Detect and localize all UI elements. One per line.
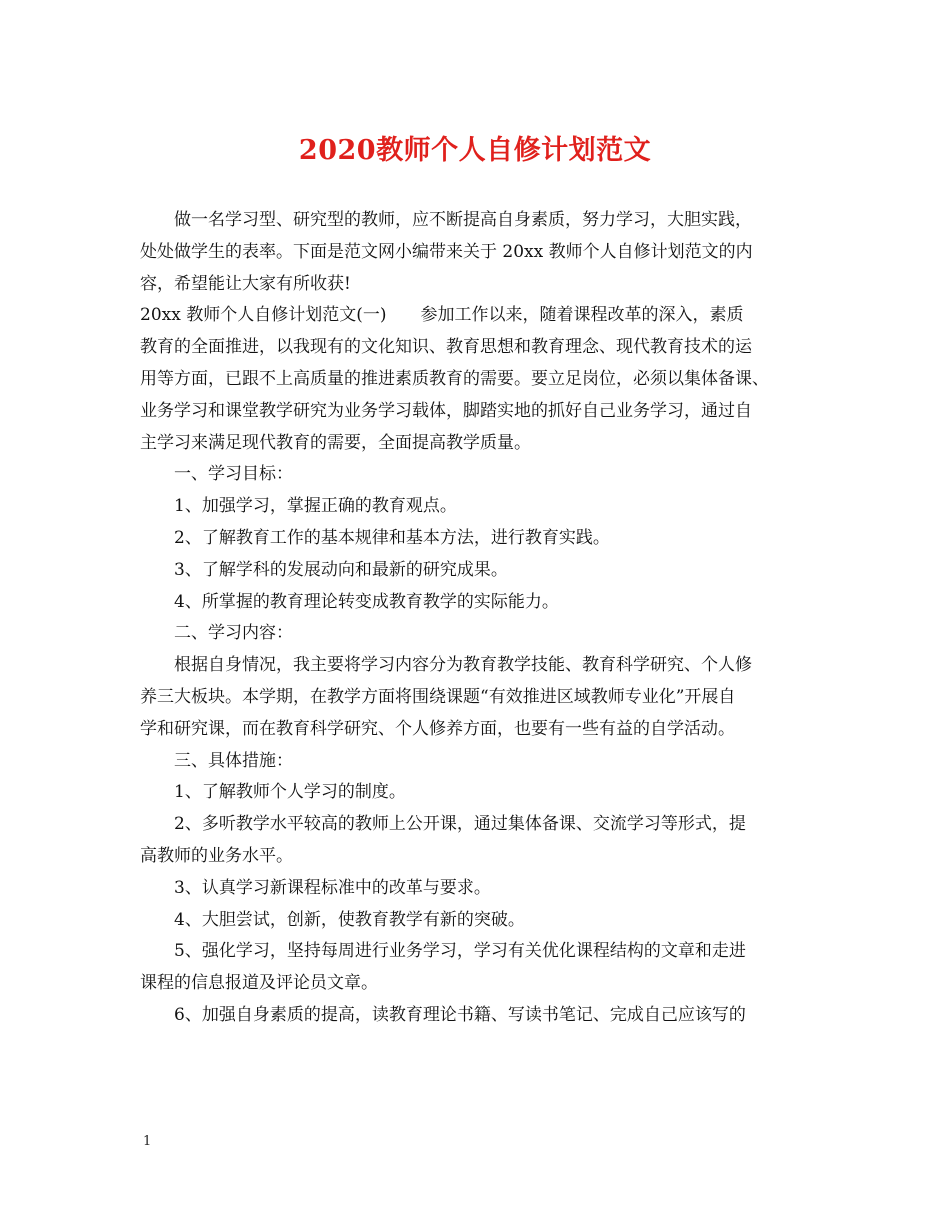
body-line: 课程的信息报道及评论员文章。: [140, 973, 378, 994]
body-line: 1、了解教师个人学习的制度。: [174, 782, 406, 803]
body-line: 做一名学习型、研究型的教师，应不断提高自身素质，努力学习，大胆实践，: [174, 210, 752, 230]
document-body: [140, 205, 820, 1032]
body-line: 处处做学生的表率。下面是范文网小编带来关于 20xx 教师个人自修计划范文的内: [140, 241, 753, 262]
body-line: 主学习来满足现代教育的需要，全面提高教学质量。: [140, 432, 531, 453]
body-line: 容，希望能让大家有所收获!: [140, 273, 351, 294]
body-line: 用等方面，已跟不上高质量的推进素质教育的需要。要立足岗位，必须以集体备课、: [140, 368, 769, 389]
body-line: 20xx 教师个人自修计划范文(一) 参加工作以来，随着课程改革的深入，素质: [140, 305, 744, 326]
body-line: 三、具体措施：: [174, 750, 293, 771]
body-line: 二、学习内容：: [174, 623, 293, 644]
body-line: 5、强化学习，坚持每周进行业务学习，学习有关优化课程结构的文章和走进: [174, 941, 746, 962]
body-line: 6、加强自身素质的提高，读教育理论书籍、写读书笔记、完成自己应该写的: [174, 1004, 746, 1025]
body-line: 高教师的业务水平。: [140, 845, 293, 866]
body-line: 根据自身情况，我主要将学习内容分为教育教学技能、教育科学研究、个人修: [174, 655, 752, 676]
body-line: 教育的全面推进，以我现有的文化知识、教育思想和教育理念、现代教育技术的运: [140, 337, 752, 358]
body-line: 2、了解教育工作的基本规律和基本方法，进行教育实践。: [174, 527, 610, 548]
body-line: 1、加强学习，掌握正确的教育观点。: [174, 496, 457, 517]
page-number: 1: [143, 1134, 152, 1149]
body-line: 一、学习目标：: [174, 464, 293, 485]
body-line: 4、所掌握的教育理论转变成教育教学的实际能力。: [174, 591, 559, 612]
body-line: 3、了解学科的发展动向和最新的研究成果。: [174, 559, 508, 580]
body-line: 4、大胆尝试，创新，使教育教学有新的突破。: [174, 909, 525, 930]
body-line: 2、多听教学水平较高的教师上公开课，通过集体备课、交流学习等形式，提: [174, 814, 746, 835]
body-line: 养三大板块。本学期，在教学方面将围绕课题“有效推进区域教师专业化”开展自: [140, 686, 736, 707]
body-line: 学和研究课，而在教育科学研究、个人修养方面，也要有一些有益的自学活动。: [140, 718, 735, 739]
document-title: 2020教师个人自修计划范文: [298, 135, 652, 166]
body-line: 3、认真学习新课程标准中的改革与要求。: [174, 877, 491, 898]
body-line: 业务学习和课堂教学研究为业务学习载体，脚踏实地的抓好自己业务学习，通过自: [140, 400, 752, 421]
